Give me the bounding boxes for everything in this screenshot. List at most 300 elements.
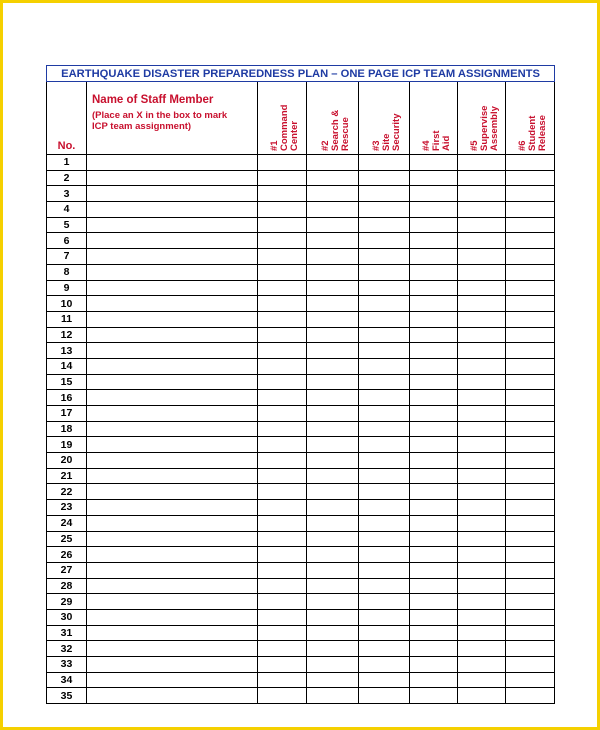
team-1-checkbox-cell[interactable]	[258, 374, 307, 390]
staff-name-cell[interactable]	[87, 515, 258, 531]
staff-name-cell[interactable]	[87, 547, 258, 563]
staff-name-cell[interactable]	[87, 155, 258, 171]
team-1-checkbox-cell[interactable]	[258, 657, 307, 673]
row-number: 17	[47, 406, 87, 422]
team-3-checkbox-cell[interactable]	[359, 437, 410, 453]
team-2-checkbox-cell[interactable]	[307, 625, 359, 641]
team-4-checkbox-cell[interactable]	[410, 562, 458, 578]
team-6-checkbox-cell[interactable]	[506, 453, 555, 469]
team-5-checkbox-cell[interactable]	[458, 421, 506, 437]
table-row	[47, 547, 555, 563]
team-6-checkbox-cell[interactable]	[506, 688, 555, 704]
table-row	[47, 202, 555, 218]
team-2-checkbox-cell[interactable]	[307, 578, 359, 594]
team-6-checkbox-cell[interactable]	[506, 170, 555, 186]
team-1-checkbox-cell[interactable]	[258, 578, 307, 594]
team-5-checkbox-cell[interactable]	[458, 453, 506, 469]
team-4-checkbox-cell[interactable]	[410, 515, 458, 531]
team-2-checkbox-cell[interactable]	[307, 437, 359, 453]
team-1-checkbox-cell[interactable]	[258, 531, 307, 547]
team-2-checkbox-cell[interactable]	[307, 264, 359, 280]
team-4-checkbox-cell[interactable]	[410, 657, 458, 673]
team-1-checkbox-cell[interactable]	[258, 406, 307, 422]
team-5-checkbox-cell[interactable]	[458, 609, 506, 625]
team-3-checkbox-cell[interactable]	[359, 578, 410, 594]
table-row	[47, 186, 555, 202]
team-6-checkbox-cell[interactable]	[506, 155, 555, 171]
team-6-checkbox-cell[interactable]	[506, 296, 555, 312]
staff-name-cell[interactable]	[87, 500, 258, 516]
team-5-checkbox-cell[interactable]	[458, 484, 506, 500]
team-1-checkbox-cell[interactable]	[258, 641, 307, 657]
table-row	[47, 500, 555, 516]
team-6-checkbox-cell[interactable]	[506, 578, 555, 594]
team-6-checkbox-cell[interactable]	[506, 468, 555, 484]
team-5-checkbox-cell[interactable]	[458, 233, 506, 249]
table-row	[47, 280, 555, 296]
team-3-checkbox-cell[interactable]	[359, 609, 410, 625]
team-6-checkbox-cell[interactable]	[506, 594, 555, 610]
team-3-checkbox-cell[interactable]	[359, 311, 410, 327]
table-row	[47, 468, 555, 484]
team-1-checkbox-cell[interactable]	[258, 421, 307, 437]
team-4-checkbox-cell[interactable]	[410, 155, 458, 171]
team-3-checkbox-cell[interactable]	[359, 343, 410, 359]
team-4-checkbox-cell[interactable]	[410, 358, 458, 374]
team-2-checkbox-cell[interactable]	[307, 170, 359, 186]
team-5-checkbox-cell[interactable]	[458, 625, 506, 641]
staff-name-cell[interactable]	[87, 390, 258, 406]
team-6-name-a: Student	[527, 115, 539, 151]
team-6-checkbox-cell[interactable]	[506, 515, 555, 531]
team-5-checkbox-cell[interactable]	[458, 562, 506, 578]
staff-name-cell[interactable]	[87, 562, 258, 578]
team-3-checkbox-cell[interactable]	[359, 233, 410, 249]
team-1-name-a: Command	[279, 104, 290, 151]
team-1-checkbox-cell[interactable]	[258, 202, 307, 218]
team-6-checkbox-cell[interactable]	[506, 358, 555, 374]
team-5-checkbox-cell[interactable]	[458, 264, 506, 280]
team-1-checkbox-cell[interactable]	[258, 358, 307, 374]
team-2-checkbox-cell[interactable]	[307, 155, 359, 171]
table-row	[47, 390, 555, 406]
row-number: 18	[47, 421, 87, 437]
team-1-number: #1	[269, 140, 280, 151]
team-2-checkbox-cell[interactable]	[307, 641, 359, 657]
staff-name-instruction-1: (Place an X in the box to mark	[92, 110, 228, 121]
staff-name-cell[interactable]	[87, 468, 258, 484]
team-5-checkbox-cell[interactable]	[458, 186, 506, 202]
row-number: 31	[47, 625, 87, 641]
row-number: 3	[47, 186, 87, 202]
team-1-checkbox-cell[interactable]	[258, 186, 307, 202]
row-number: 10	[47, 296, 87, 312]
team-4-checkbox-cell[interactable]	[410, 468, 458, 484]
team-4-checkbox-cell[interactable]	[410, 374, 458, 390]
team-2-checkbox-cell[interactable]	[307, 296, 359, 312]
team-6-checkbox-cell[interactable]	[506, 531, 555, 547]
team-5-checkbox-cell[interactable]	[458, 515, 506, 531]
team-5-checkbox-cell[interactable]	[458, 202, 506, 218]
team-2-checkbox-cell[interactable]	[307, 468, 359, 484]
team-1-checkbox-cell[interactable]	[258, 249, 307, 265]
staff-name-cell[interactable]	[87, 264, 258, 280]
team-6-checkbox-cell[interactable]	[506, 437, 555, 453]
team-5-checkbox-cell[interactable]	[458, 547, 506, 563]
team-6-checkbox-cell[interactable]	[506, 500, 555, 516]
team-1-checkbox-cell[interactable]	[258, 296, 307, 312]
team-4-checkbox-cell[interactable]	[410, 249, 458, 265]
table-row	[47, 672, 555, 688]
team-3-checkbox-cell[interactable]	[359, 390, 410, 406]
team-1-checkbox-cell[interactable]	[258, 609, 307, 625]
team-6-checkbox-cell[interactable]	[506, 657, 555, 673]
team-3-checkbox-cell[interactable]	[359, 264, 410, 280]
document-page	[3, 3, 597, 727]
team-4-checkbox-cell[interactable]	[410, 437, 458, 453]
team-4-checkbox-cell[interactable]	[410, 421, 458, 437]
team-1-checkbox-cell[interactable]	[258, 327, 307, 343]
table-row	[47, 437, 555, 453]
team-5-checkbox-cell[interactable]	[458, 500, 506, 516]
col-header-team-1	[258, 82, 307, 155]
staff-name-cell[interactable]	[87, 421, 258, 437]
team-6-checkbox-cell[interactable]	[506, 625, 555, 641]
team-5-checkbox-cell[interactable]	[458, 358, 506, 374]
team-4-checkbox-cell[interactable]	[410, 484, 458, 500]
team-2-checkbox-cell[interactable]	[307, 531, 359, 547]
team-3-checkbox-cell[interactable]	[359, 625, 410, 641]
staff-name-cell[interactable]	[87, 609, 258, 625]
team-3-checkbox-cell[interactable]	[359, 594, 410, 610]
team-6-checkbox-cell[interactable]	[506, 311, 555, 327]
team-5-checkbox-cell[interactable]	[458, 249, 506, 265]
team-5-checkbox-cell[interactable]	[458, 155, 506, 171]
row-number: 30	[47, 609, 87, 625]
team-4-checkbox-cell[interactable]	[410, 217, 458, 233]
team-3-checkbox-cell[interactable]	[359, 484, 410, 500]
team-2-checkbox-cell[interactable]	[307, 609, 359, 625]
team-4-checkbox-cell[interactable]	[410, 688, 458, 704]
team-2-checkbox-cell[interactable]	[307, 594, 359, 610]
team-1-checkbox-cell[interactable]	[258, 468, 307, 484]
team-6-checkbox-cell[interactable]	[506, 186, 555, 202]
team-1-name-b: Center	[289, 120, 300, 151]
team-4-number: #4	[420, 140, 432, 151]
team-4-checkbox-cell[interactable]	[410, 311, 458, 327]
team-6-checkbox-cell[interactable]	[506, 562, 555, 578]
team-6-checkbox-cell[interactable]	[506, 406, 555, 422]
team-4-checkbox-cell[interactable]	[410, 186, 458, 202]
team-5-checkbox-cell[interactable]	[458, 437, 506, 453]
team-5-checkbox-cell[interactable]	[458, 406, 506, 422]
team-3-checkbox-cell[interactable]	[359, 468, 410, 484]
team-5-checkbox-cell[interactable]	[458, 311, 506, 327]
team-3-checkbox-cell[interactable]	[359, 641, 410, 657]
team-6-checkbox-cell[interactable]	[506, 327, 555, 343]
team-5-checkbox-cell[interactable]	[458, 390, 506, 406]
staff-name-cell[interactable]	[87, 217, 258, 233]
team-4-checkbox-cell[interactable]	[410, 327, 458, 343]
team-4-checkbox-cell[interactable]	[410, 609, 458, 625]
team-3-checkbox-cell[interactable]	[359, 155, 410, 171]
table-row	[47, 657, 555, 673]
team-3-checkbox-cell[interactable]	[359, 217, 410, 233]
team-6-checkbox-cell[interactable]	[506, 641, 555, 657]
team-3-checkbox-cell[interactable]	[359, 562, 410, 578]
staff-name-cell[interactable]	[87, 170, 258, 186]
team-1-checkbox-cell[interactable]	[258, 500, 307, 516]
team-1-checkbox-cell[interactable]	[258, 390, 307, 406]
team-2-checkbox-cell[interactable]	[307, 547, 359, 563]
staff-name-cell[interactable]	[87, 202, 258, 218]
staff-name-cell[interactable]	[87, 233, 258, 249]
team-3-checkbox-cell[interactable]	[359, 688, 410, 704]
team-6-checkbox-cell[interactable]	[506, 484, 555, 500]
team-4-checkbox-cell[interactable]	[410, 233, 458, 249]
team-2-checkbox-cell[interactable]	[307, 202, 359, 218]
row-number: 12	[47, 327, 87, 343]
team-4-checkbox-cell[interactable]	[410, 672, 458, 688]
team-6-number: #6	[517, 140, 529, 151]
team-5-checkbox-cell[interactable]	[458, 578, 506, 594]
team-3-checkbox-cell[interactable]	[359, 547, 410, 563]
team-3-checkbox-cell[interactable]	[359, 327, 410, 343]
team-1-checkbox-cell[interactable]	[258, 547, 307, 563]
team-4-checkbox-cell[interactable]	[410, 641, 458, 657]
team-5-checkbox-cell[interactable]	[458, 170, 506, 186]
team-4-checkbox-cell[interactable]	[410, 296, 458, 312]
team-5-checkbox-cell[interactable]	[458, 343, 506, 359]
team-5-checkbox-cell[interactable]	[458, 374, 506, 390]
table-row	[47, 406, 555, 422]
team-5-checkbox-cell[interactable]	[458, 641, 506, 657]
col-header-team-6	[506, 82, 555, 155]
team-4-checkbox-cell[interactable]	[410, 264, 458, 280]
team-4-checkbox-cell[interactable]	[410, 531, 458, 547]
team-6-checkbox-cell[interactable]	[506, 547, 555, 563]
staff-name-cell[interactable]	[87, 280, 258, 296]
staff-name-cell[interactable]	[87, 343, 258, 359]
team-2-checkbox-cell[interactable]	[307, 358, 359, 374]
team-2-checkbox-cell[interactable]	[307, 233, 359, 249]
table-row	[47, 358, 555, 374]
team-2-checkbox-cell[interactable]	[307, 421, 359, 437]
team-2-checkbox-cell[interactable]	[307, 343, 359, 359]
team-3-checkbox-cell[interactable]	[359, 657, 410, 673]
team-4-checkbox-cell[interactable]	[410, 170, 458, 186]
team-5-checkbox-cell[interactable]	[458, 672, 506, 688]
team-1-checkbox-cell[interactable]	[258, 437, 307, 453]
team-6-checkbox-cell[interactable]	[506, 280, 555, 296]
team-2-checkbox-cell[interactable]	[307, 217, 359, 233]
table-row	[47, 625, 555, 641]
team-4-checkbox-cell[interactable]	[410, 390, 458, 406]
team-3-checkbox-cell[interactable]	[359, 515, 410, 531]
row-number: 28	[47, 578, 87, 594]
team-2-checkbox-cell[interactable]	[307, 688, 359, 704]
staff-name-cell[interactable]	[87, 311, 258, 327]
team-4-checkbox-cell[interactable]	[410, 594, 458, 610]
staff-name-cell[interactable]	[87, 249, 258, 265]
staff-name-cell[interactable]	[87, 437, 258, 453]
team-3-checkbox-cell[interactable]	[359, 374, 410, 390]
table-row	[47, 562, 555, 578]
staff-name-cell[interactable]	[87, 453, 258, 469]
team-3-checkbox-cell[interactable]	[359, 280, 410, 296]
table-row	[47, 249, 555, 265]
staff-name-cell[interactable]	[87, 531, 258, 547]
team-6-checkbox-cell[interactable]	[506, 421, 555, 437]
team-6-checkbox-cell[interactable]	[506, 374, 555, 390]
staff-name-cell[interactable]	[87, 186, 258, 202]
team-4-checkbox-cell[interactable]	[410, 202, 458, 218]
team-3-checkbox-cell[interactable]	[359, 500, 410, 516]
row-number: 20	[47, 453, 87, 469]
team-2-checkbox-cell[interactable]	[307, 280, 359, 296]
team-6-checkbox-cell[interactable]	[506, 672, 555, 688]
team-6-checkbox-cell[interactable]	[506, 343, 555, 359]
row-number: 19	[47, 437, 87, 453]
row-number: 13	[47, 343, 87, 359]
team-1-checkbox-cell[interactable]	[258, 311, 307, 327]
team-2-checkbox-cell[interactable]	[307, 484, 359, 500]
team-2-checkbox-cell[interactable]	[307, 453, 359, 469]
staff-name-cell[interactable]	[87, 484, 258, 500]
team-6-checkbox-cell[interactable]	[506, 264, 555, 280]
staff-name-cell[interactable]	[87, 672, 258, 688]
team-4-checkbox-cell[interactable]	[410, 547, 458, 563]
team-4-checkbox-cell[interactable]	[410, 343, 458, 359]
team-5-checkbox-cell[interactable]	[458, 280, 506, 296]
team-3-checkbox-cell[interactable]	[359, 453, 410, 469]
team-2-checkbox-cell[interactable]	[307, 327, 359, 343]
team-4-checkbox-cell[interactable]	[410, 625, 458, 641]
staff-name-cell[interactable]	[87, 327, 258, 343]
team-1-checkbox-cell[interactable]	[258, 170, 307, 186]
team-6-checkbox-cell[interactable]	[506, 249, 555, 265]
team-2-checkbox-cell[interactable]	[307, 672, 359, 688]
table-row	[47, 594, 555, 610]
team-5-checkbox-cell[interactable]	[458, 217, 506, 233]
team-1-checkbox-cell[interactable]	[258, 453, 307, 469]
team-1-checkbox-cell[interactable]	[258, 155, 307, 171]
team-2-checkbox-cell[interactable]	[307, 500, 359, 516]
team-2-checkbox-cell[interactable]	[307, 311, 359, 327]
team-1-checkbox-cell[interactable]	[258, 562, 307, 578]
team-2-checkbox-cell[interactable]	[307, 515, 359, 531]
team-3-checkbox-cell[interactable]	[359, 421, 410, 437]
staff-name-cell[interactable]	[87, 594, 258, 610]
team-3-number: #3	[371, 140, 382, 151]
team-1-checkbox-cell[interactable]	[258, 672, 307, 688]
team-6-checkbox-cell[interactable]	[506, 202, 555, 218]
staff-name-cell[interactable]	[87, 296, 258, 312]
staff-name-cell[interactable]	[87, 688, 258, 704]
team-3-checkbox-cell[interactable]	[359, 296, 410, 312]
team-2-checkbox-cell[interactable]	[307, 249, 359, 265]
team-5-checkbox-cell[interactable]	[458, 468, 506, 484]
team-5-checkbox-cell[interactable]	[458, 594, 506, 610]
team-2-checkbox-cell[interactable]	[307, 657, 359, 673]
staff-name-cell[interactable]	[87, 578, 258, 594]
table-row	[47, 515, 555, 531]
col-header-team-2	[307, 82, 359, 155]
team-2-checkbox-cell[interactable]	[307, 406, 359, 422]
team-6-checkbox-cell[interactable]	[506, 217, 555, 233]
staff-name-cell[interactable]	[87, 657, 258, 673]
staff-name-cell[interactable]	[87, 358, 258, 374]
staff-rows	[47, 155, 555, 704]
staff-name-cell[interactable]	[87, 374, 258, 390]
table-row	[47, 421, 555, 437]
staff-name-instruction-2: ICP team assignment)	[92, 121, 192, 132]
team-4-checkbox-cell[interactable]	[410, 406, 458, 422]
team-2-checkbox-cell[interactable]	[307, 562, 359, 578]
team-3-checkbox-cell[interactable]	[359, 186, 410, 202]
table-row	[47, 609, 555, 625]
table-row	[47, 264, 555, 280]
team-4-checkbox-cell[interactable]	[410, 578, 458, 594]
form-title: EARTHQUAKE DISASTER PREPAREDNESS PLAN – ONE PAGE ICP TEAM ASSIGNMENTS	[47, 66, 555, 82]
team-1-checkbox-cell[interactable]	[258, 515, 307, 531]
team-3-checkbox-cell[interactable]	[359, 358, 410, 374]
staff-name-label: Name of Staff Member	[92, 94, 214, 106]
team-1-checkbox-cell[interactable]	[258, 233, 307, 249]
team-2-checkbox-cell[interactable]	[307, 186, 359, 202]
team-4-name-b: Aid	[440, 135, 452, 151]
staff-name-cell[interactable]	[87, 406, 258, 422]
team-6-checkbox-cell[interactable]	[506, 233, 555, 249]
team-3-checkbox-cell[interactable]	[359, 170, 410, 186]
team-3-checkbox-cell[interactable]	[359, 672, 410, 688]
team-3-checkbox-cell[interactable]	[359, 202, 410, 218]
team-6-checkbox-cell[interactable]	[506, 390, 555, 406]
team-1-checkbox-cell[interactable]	[258, 343, 307, 359]
team-2-checkbox-cell[interactable]	[307, 374, 359, 390]
staff-name-cell[interactable]	[87, 641, 258, 657]
team-4-checkbox-cell[interactable]	[410, 280, 458, 296]
team-3-checkbox-cell[interactable]	[359, 249, 410, 265]
team-5-checkbox-cell[interactable]	[458, 296, 506, 312]
table-row	[47, 327, 555, 343]
team-1-checkbox-cell[interactable]	[258, 625, 307, 641]
col-header-team-4	[410, 82, 458, 155]
team-1-checkbox-cell[interactable]	[258, 264, 307, 280]
team-1-checkbox-cell[interactable]	[258, 484, 307, 500]
row-number: 2	[47, 170, 87, 186]
team-6-name-b: Release	[537, 115, 549, 151]
team-5-checkbox-cell[interactable]	[458, 688, 506, 704]
team-1-checkbox-cell[interactable]	[258, 280, 307, 296]
team-4-checkbox-cell[interactable]	[410, 453, 458, 469]
staff-name-cell[interactable]	[87, 625, 258, 641]
table-row	[47, 688, 555, 704]
team-1-checkbox-cell[interactable]	[258, 594, 307, 610]
team-3-checkbox-cell[interactable]	[359, 406, 410, 422]
team-1-checkbox-cell[interactable]	[258, 217, 307, 233]
team-5-checkbox-cell[interactable]	[458, 531, 506, 547]
team-5-checkbox-cell[interactable]	[458, 657, 506, 673]
row-number: 27	[47, 562, 87, 578]
team-6-checkbox-cell[interactable]	[506, 609, 555, 625]
row-number: 15	[47, 374, 87, 390]
team-3-checkbox-cell[interactable]	[359, 531, 410, 547]
team-4-checkbox-cell[interactable]	[410, 500, 458, 516]
team-1-checkbox-cell[interactable]	[258, 688, 307, 704]
team-5-checkbox-cell[interactable]	[458, 327, 506, 343]
team-2-checkbox-cell[interactable]	[307, 390, 359, 406]
